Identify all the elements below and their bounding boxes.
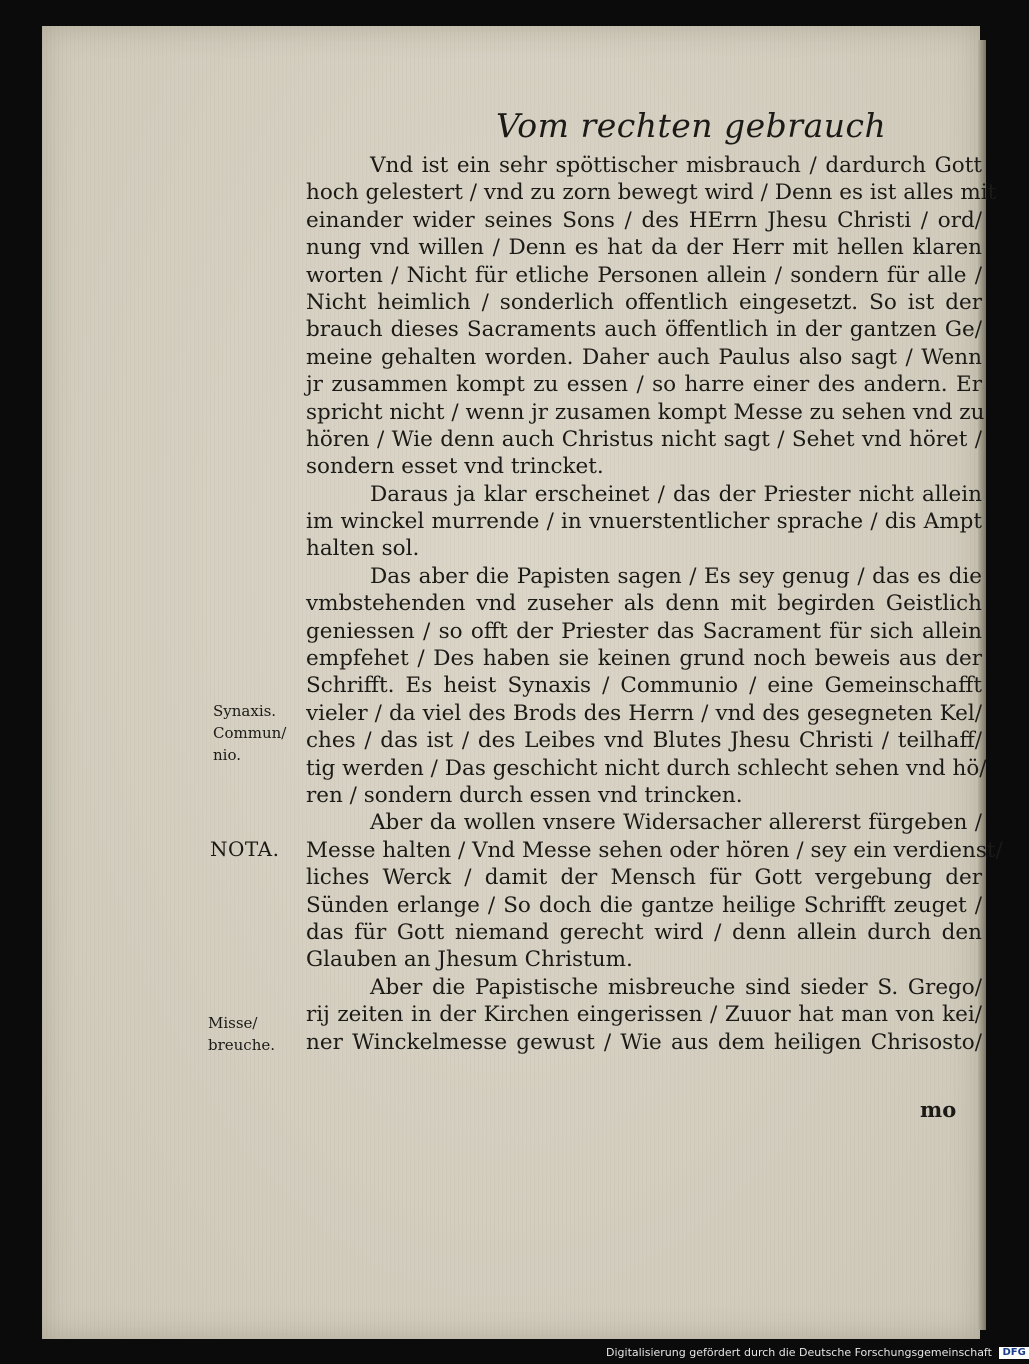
text-line: spricht nicht / wenn jr zusamen kompt Messe zu sehen vnd zu <box>306 399 985 425</box>
text-line: Aber da wollen vnsere Widersacher allererst fürgeben / <box>370 810 982 836</box>
text-line: brauch dieses Sacraments auch öffentlich in der gantzen Ge/ <box>306 317 982 343</box>
margin-note-synaxis <box>213 700 286 766</box>
text-line: Das aber die Papisten sagen / Es sey genug / das es die <box>370 563 982 589</box>
margin-note-nota: NOTA. <box>210 837 280 861</box>
text-line: liches Werck / damit der Mensch für Gott vergebung der <box>306 865 982 891</box>
text-line: worten / Nicht für etliche Personen allein / sondern für alle / <box>306 262 982 288</box>
text-line: Aber die Papistische misbreuche sind sieder S. Grego/ <box>370 974 982 1000</box>
body-text <box>306 152 1003 1056</box>
text-line: nung vnd willen / Denn es hat da der Herr mit hellen klaren <box>306 235 982 261</box>
running-head: Vom rechten gebrauch <box>496 106 887 145</box>
margin-note-missbreuche <box>208 1012 275 1056</box>
text-line: vieler / da viel des Brods des Herrn / vnd des gesegneten Kel/ <box>306 700 982 726</box>
text-line: das für Gott niemand gerecht wird / denn allein durch den <box>306 919 982 945</box>
margin-note-line: breuche. <box>208 1036 276 1054</box>
margin-note-line: Synaxis. <box>213 702 277 720</box>
text-line: geniessen / so offt der Priester das Sacrament für sich allein <box>306 618 982 644</box>
text-line: Nicht heimlich / sonderlich offentlich eingesetzt. So ist der <box>306 289 982 315</box>
text-line: rij zeiten in der Kirchen eingerissen / Zuuor hat man von kei/ <box>306 1002 982 1028</box>
margin-note-line: Misse/ <box>208 1014 258 1032</box>
text-line: Sünden erlange / So doch die gantze heilige Schrifft zeuget / <box>306 892 982 918</box>
text-line: Daraus ja klar erscheinet / das der Priester nicht allein <box>370 481 982 507</box>
text-line: ches / das ist / des Leibes vnd Blutes Jhesu Christi / teilhaff/ <box>306 728 982 754</box>
text-line: hoch gelestert / vnd zu zorn bewegt wird / Denn es ist alles mit <box>306 180 997 206</box>
text-line: hören / Wie denn auch Christus nicht sagt / Sehet vnd höret / <box>306 426 982 452</box>
text-line: meine gehalten worden. Daher auch Paulus also sagt / Wenn <box>306 344 982 370</box>
digitization-footer <box>606 1346 1029 1359</box>
margin-note-line: Commun/ <box>213 724 287 742</box>
text-line: empfehet / Des haben sie keinen grund noch beweis aus der <box>306 646 982 672</box>
text-line: Vnd ist ein sehr spöttischer misbrauch / dardurch Gott <box>370 153 982 178</box>
text-line: Glauben an Jhesum Christum. <box>306 947 633 973</box>
text-line: ner Winckelmesse gewust / Wie aus dem heiligen Chrisosto/ <box>306 1029 982 1055</box>
dfg-logo-icon: DFG <box>999 1347 1028 1359</box>
text-line: tig werden / Das geschicht nicht durch schlecht sehen vnd hö/ <box>306 755 987 781</box>
footer-text: Digitalisierung gefördert durch die Deutsche Forschungsgemeinschaft <box>606 1346 992 1359</box>
text-line: jr zusammen kompt zu essen / so harre einer des andern. Er <box>306 372 982 398</box>
text-line: einander wider seines Sons / des HErrn Jhesu Christi / ord/ <box>306 207 982 233</box>
text-line: im winckel murrende / in vnuerstentlicher sprache / dis Ampt <box>306 509 982 535</box>
text-line: sondern esset vnd trincket. <box>306 454 604 480</box>
text-line: halten sol. <box>306 536 420 562</box>
text-line: Schrifft. Es heist Synaxis / Communio / eine Gemeinschafft <box>306 673 982 699</box>
text-line: ren / sondern durch essen vnd trincken. <box>306 782 743 808</box>
text-line: vmbstehenden vnd zuseher als denn mit begirden Geistlich <box>306 591 982 617</box>
margin-note-line: nio. <box>213 746 241 764</box>
text-line: Messe halten / Vnd Messe sehen oder hören / sey ein verdienst/ <box>306 837 1003 863</box>
catchword: mo <box>920 1097 957 1122</box>
